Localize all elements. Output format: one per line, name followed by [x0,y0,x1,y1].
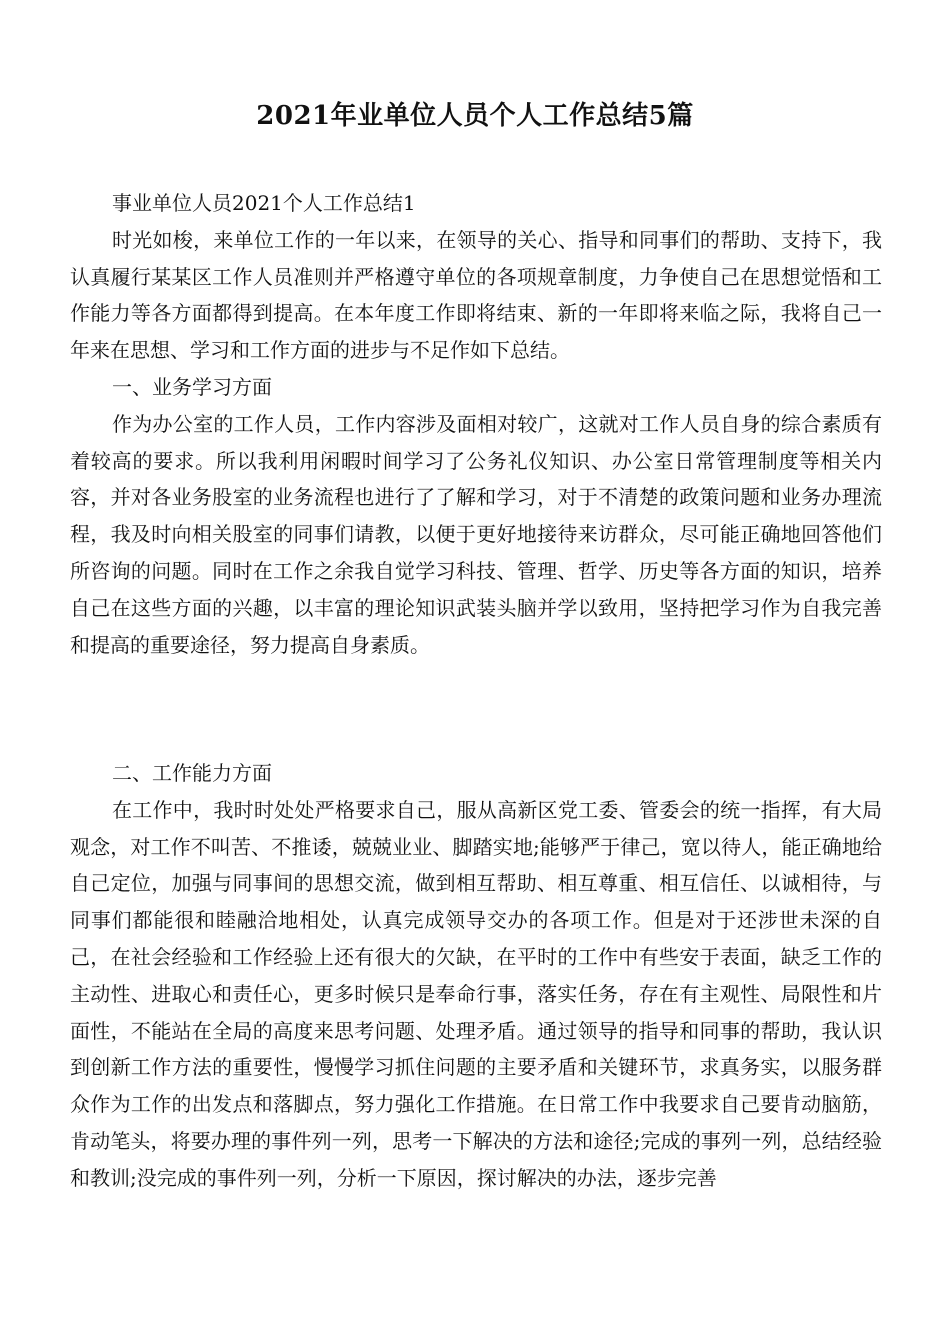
section1-heading: 一、业务学习方面 [112,374,272,399]
intro-paragraph: 时光如梭，来单位工作的一年以来，在领导的关心、指导和同事们的帮助、支持下，我认真履行某某区工作人员准则并严格遵守单位的各项规章制度，力争使自己在思想觉悟和工作能力等各方面都得到提高。在本年度工作即将结束、新的一年即将来临之际，我将自己一年来在思想、学习和工作方面的进步与不足作如下总结。 [70,227,882,363]
section1-paragraph: 作为办公室的工作人员，工作内容涉及面相对较广，这就对工作人员自身的综合素质有着较高的要求。所以我利用闲暇时间学习了公务礼仪知识、办公室日常管理制度等相关内容，并对各业务股室的业务流程也进行了了解和学习，对于不清楚的政策问题和业务办理流程，我及时向相关股室的同事们请教，以便于更好地接待来访群众，尽可能正确地回答他们所咨询的问题。同时在工作之余我自觉学习科技、管理、哲学、历史等各方面的知识，培养自己在这些方面的兴趣，以丰富的理论知识武装头脑并学以致用，坚持把学习作为自我完善和提高的重要途径，努力提高自身素质。 [70,411,882,657]
subtitle: 事业单位人员2021个人工作总结1 [112,191,416,215]
first-section-block [70,185,882,663]
second-section-block [70,755,882,1197]
document-title: 2021年业单位人员个人工作总结5篇 [256,101,694,131]
section2-heading: 二、工作能力方面 [112,761,272,785]
section2-paragraph: 在工作中，我时时处处严格要求自己，服从高新区党工委、管委会的统一指挥，有大局观念，对工作不叫苦、不推诿，兢兢业业、脚踏实地;能够严于律己，宽以待人，能正确地给自己定位，加强与同事间的思想交流，做到相互帮助、相互尊重、相互信任、以诚相待，与同事们都能很和睦融洽地相处，认真完成领导交办的各项工作。但是对于还涉世未深的自己，在社会经验和工作经验上还有很大的欠缺，在平时的工作中有些安于表面，缺乏工作的主动性、进取心和责任心，更多时候只是奉命行事，落实任务，存在有主观性、局限性和片面性，不能站在全局的高度来思考问题、处理矛盾。通过领导的指导和同事的帮助，我认识到创新工作方法的重要性，慢慢学习抓住问题的主要矛盾和关键环节，求真务实，以服务群众作为工作的出发点和落脚点，努力强化工作措施。在日常工作中我要求自己要肯动脑筋，肯动笔头，将要办理的事件列一列，思考一下解决的方法和途径;完成的事列一列，总结经验和教训;没完成的事件列一列，分析一下原因，探讨解决的办法，逐步完善 [70,797,882,1190]
